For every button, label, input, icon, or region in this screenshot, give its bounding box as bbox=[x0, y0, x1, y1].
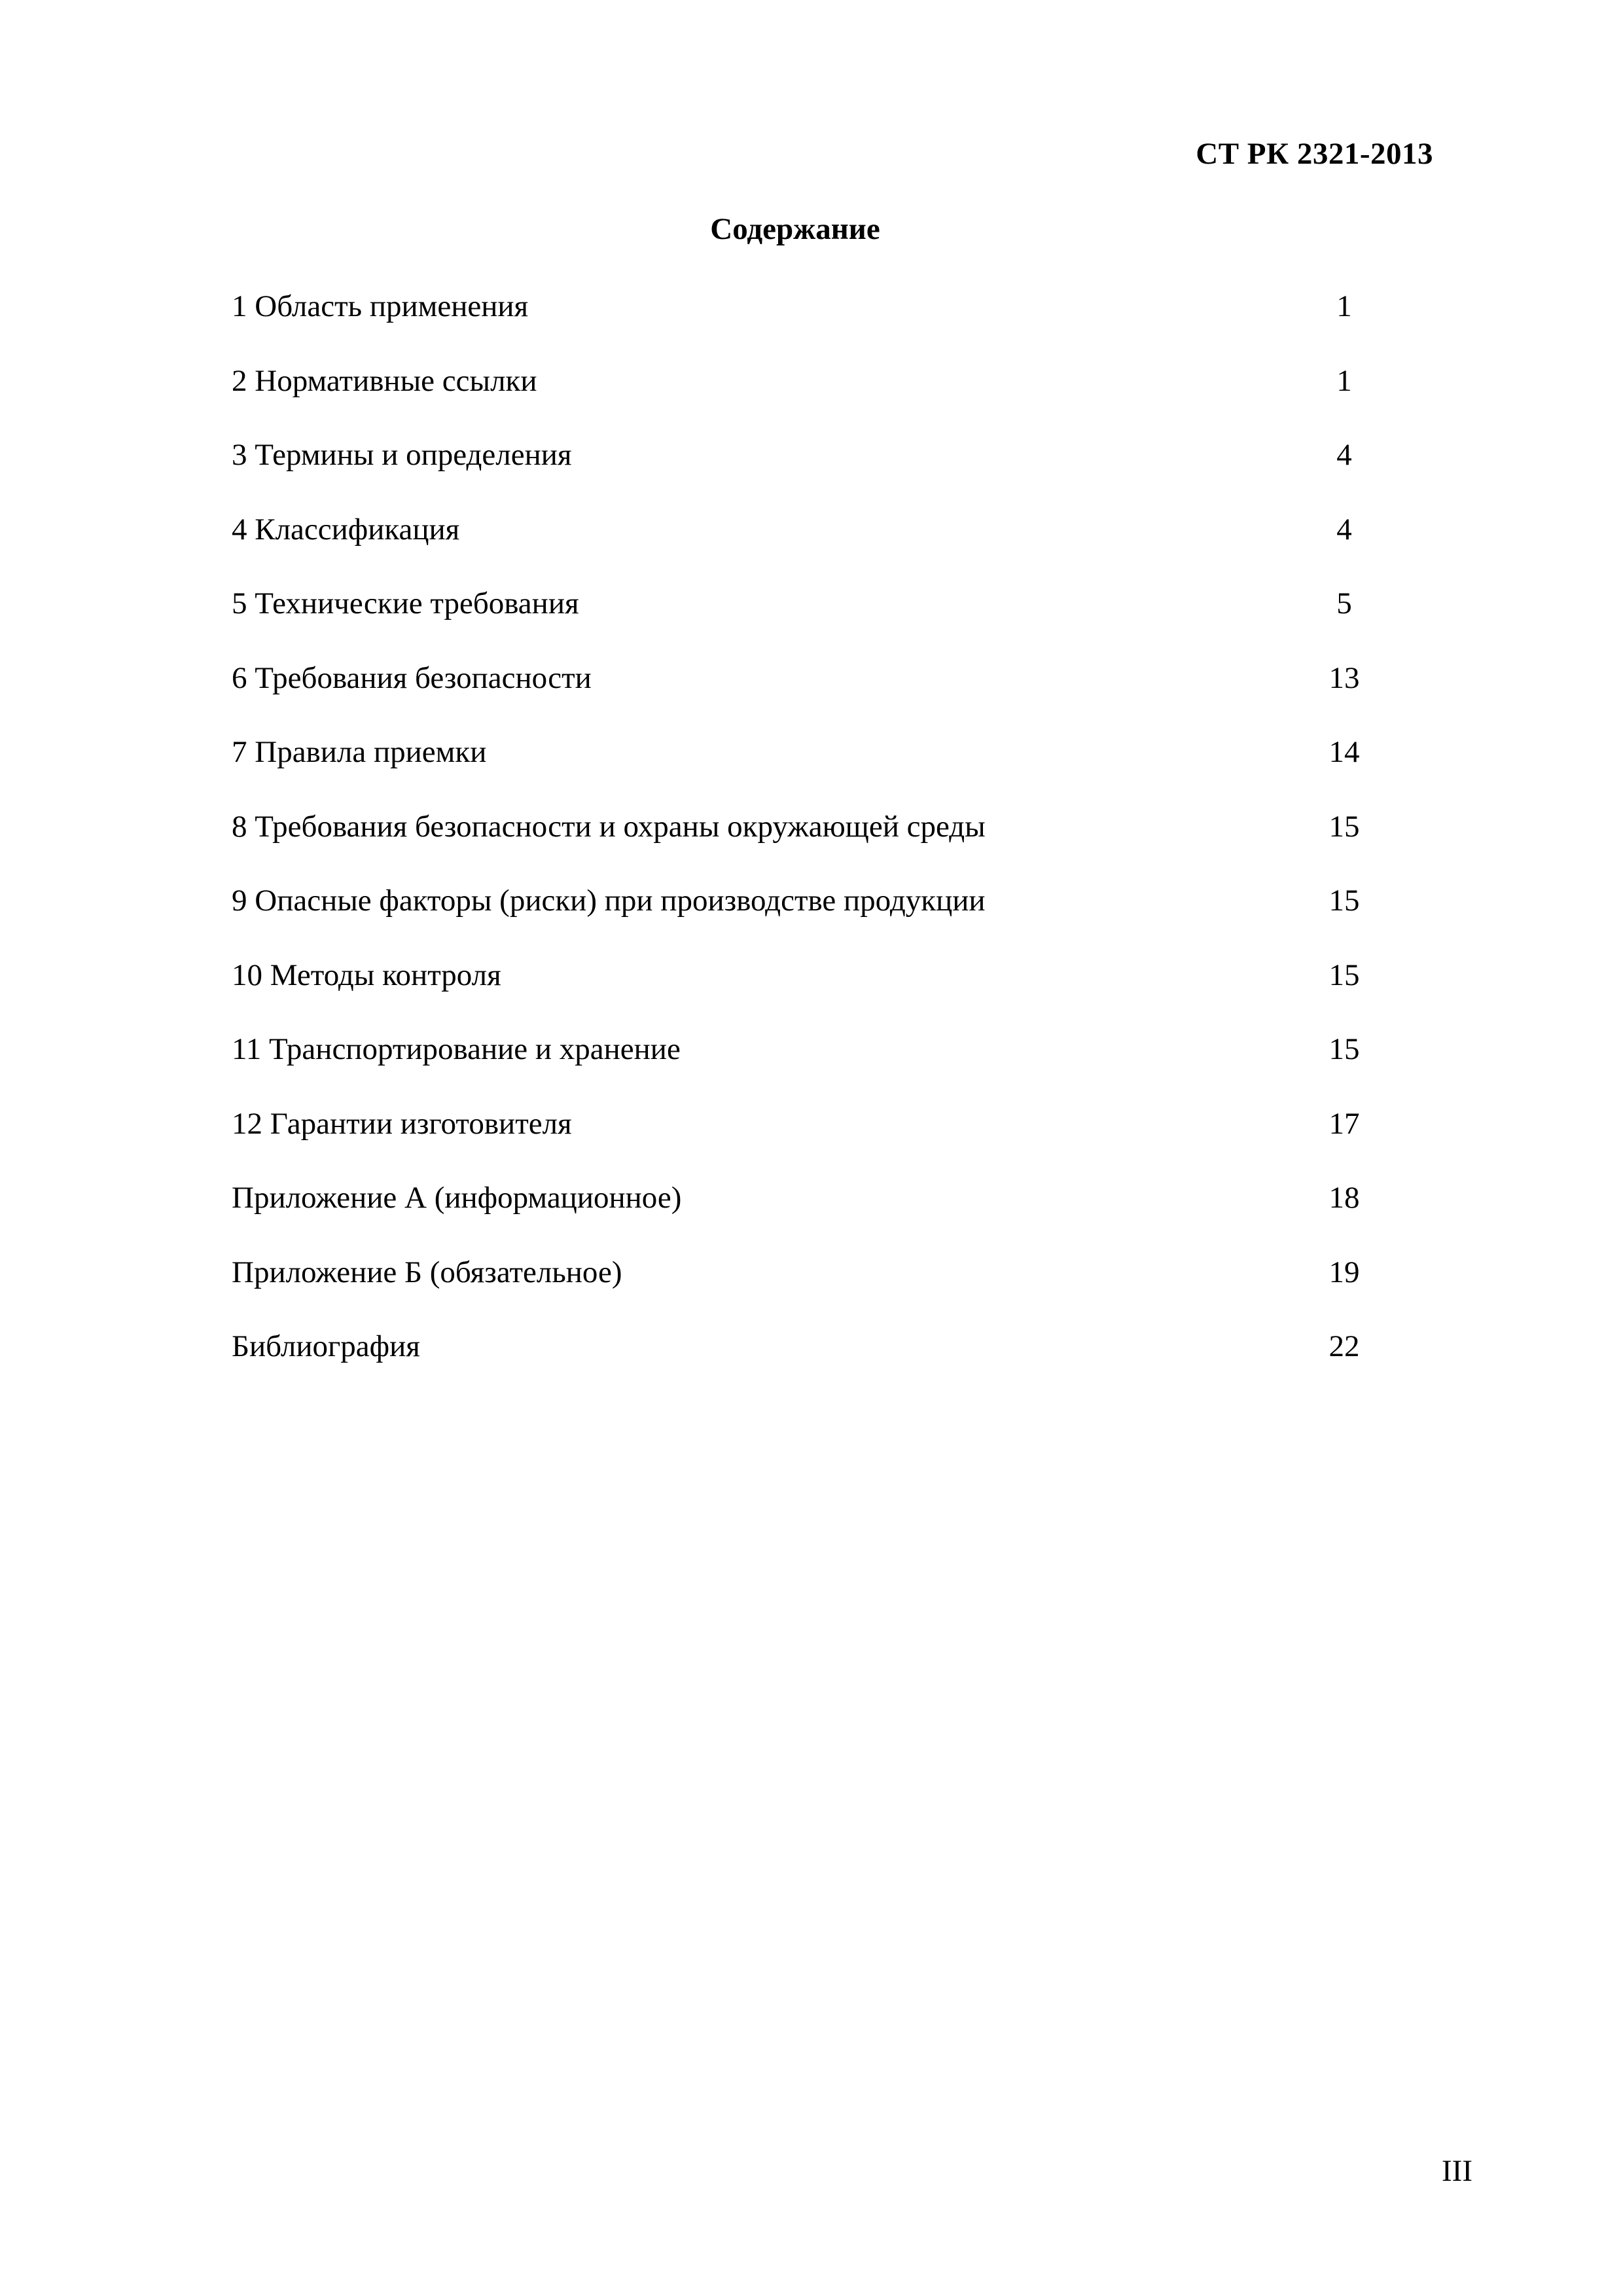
toc-entry-page: 15 bbox=[1329, 958, 1360, 992]
toc-entry-label: 8 Требования безопасности и охраны окружающей среды bbox=[232, 809, 986, 844]
toc-entry-label: 12 Гарантии изготовителя bbox=[232, 1106, 572, 1141]
page-number: III bbox=[1442, 2154, 1472, 2188]
toc-entry-page: 14 bbox=[1329, 735, 1360, 769]
toc-entry-label: Библиография bbox=[232, 1329, 420, 1363]
toc-entry bbox=[232, 1328, 1360, 1403]
toc-entry-page: 15 bbox=[1329, 884, 1360, 918]
toc-entry-label: 2 Нормативные ссылки bbox=[232, 363, 537, 398]
toc-entry-page: 15 bbox=[1329, 809, 1360, 844]
table-of-contents bbox=[232, 288, 1360, 1403]
toc-entry bbox=[232, 1179, 1360, 1254]
toc-entry bbox=[232, 585, 1352, 660]
toc-entry-page: 15 bbox=[1329, 1032, 1360, 1066]
toc-entry-page: 22 bbox=[1329, 1329, 1360, 1363]
toc-entry-label: 6 Требования безопасности bbox=[232, 660, 592, 695]
toc-entry-page: 18 bbox=[1329, 1181, 1360, 1215]
toc-entry-label: Приложение Б (обязательное) bbox=[232, 1255, 622, 1289]
toc-entry-label: 5 Технические требования bbox=[232, 586, 579, 620]
toc-entry bbox=[232, 660, 1360, 734]
toc-entry-label: 1 Область применения bbox=[232, 289, 529, 323]
toc-entry bbox=[232, 511, 1352, 586]
toc-entry bbox=[232, 808, 1360, 883]
toc-entry-label: 11 Транспортирование и хранение bbox=[232, 1032, 681, 1066]
toc-entry bbox=[232, 957, 1360, 1031]
toc-entry-page: 4 bbox=[1336, 512, 1352, 547]
toc-title: Содержание bbox=[710, 212, 880, 246]
toc-entry bbox=[232, 1105, 1360, 1180]
toc-entry-label: 7 Правила приемки bbox=[232, 735, 487, 769]
toc-entry-label: 9 Опасные факторы (риски) при производстве продукции bbox=[232, 884, 986, 918]
toc-entry bbox=[232, 363, 1352, 437]
toc-entry-label: 10 Методы контроля bbox=[232, 958, 501, 992]
toc-entry-label: 3 Термины и определения bbox=[232, 438, 572, 472]
toc-entry-page: 13 bbox=[1329, 660, 1360, 695]
toc-entry bbox=[232, 1031, 1360, 1105]
toc-entry bbox=[232, 882, 1360, 957]
toc-entry-page: 4 bbox=[1336, 438, 1352, 472]
toc-entry bbox=[232, 734, 1360, 808]
toc-entry bbox=[232, 288, 1352, 363]
document-code: СТ РК 2321-2013 bbox=[1196, 137, 1433, 171]
toc-entry-page: 5 bbox=[1336, 586, 1352, 620]
toc-entry bbox=[232, 1254, 1360, 1329]
toc-entry-page: 17 bbox=[1329, 1106, 1360, 1141]
toc-entry-page: 1 bbox=[1336, 289, 1352, 323]
toc-entry-label: Приложение А (информационное) bbox=[232, 1181, 682, 1215]
toc-entry-label: 4 Классификация bbox=[232, 512, 460, 547]
toc-entry bbox=[232, 437, 1352, 511]
toc-entry-page: 19 bbox=[1329, 1255, 1360, 1289]
toc-entry-page: 1 bbox=[1336, 363, 1352, 398]
